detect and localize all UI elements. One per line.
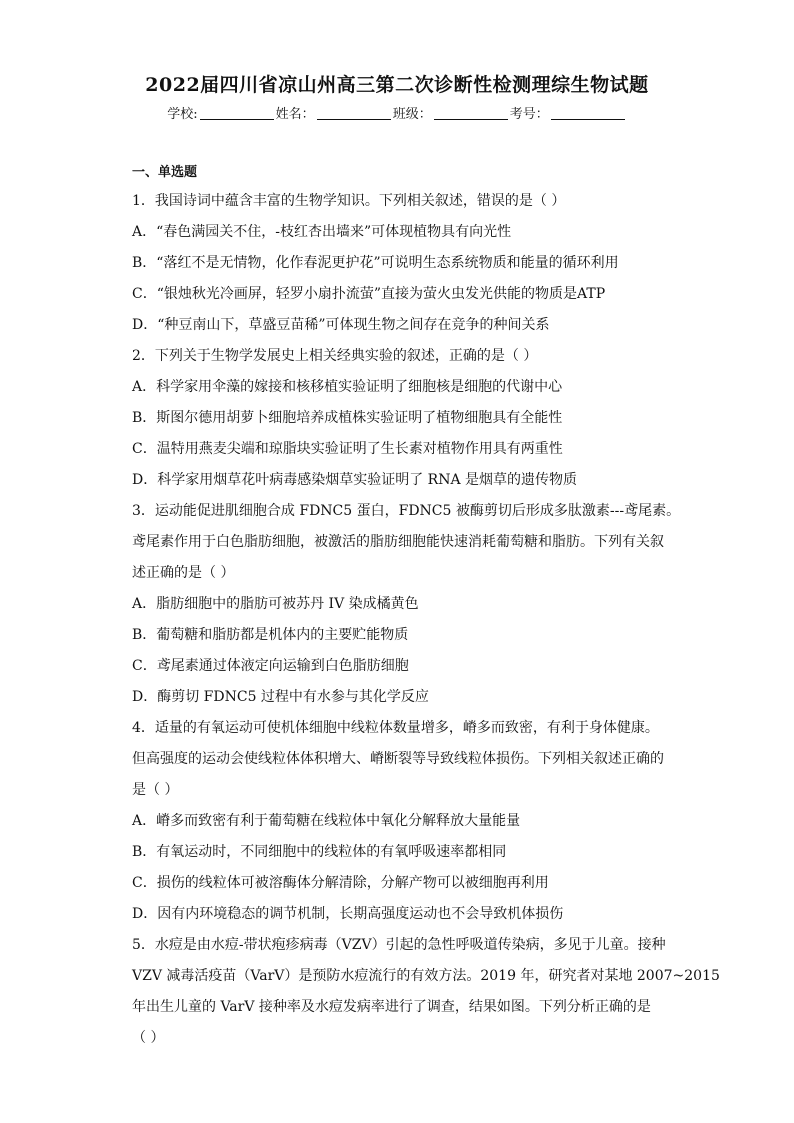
exam-number-blank[interactable] — [551, 107, 625, 120]
question-2-option-c: C．温特用燕麦尖端和琼脂块实验证明了生长素对植物作用具有两重性 — [132, 441, 563, 457]
question-content — [132, 162, 720, 1054]
question-3-option-c: C．鸢尾素通过体液定向运输到白色脂肪细胞 — [132, 658, 409, 674]
question-4-stem-line: 但高强度的运动会使线粒体体积增大、嵴断裂等导致线粒体损伤。下列相关叙述正确的 — [132, 751, 664, 767]
question-5-stem-line: 年出生儿童的 VarV 接种率及水痘发病率进行了调查，结果如图。下列分析正确的是 — [132, 999, 651, 1015]
question-4-option-a: A．嵴多而致密有利于葡萄糖在线粒体中氧化分解释放大量能量 — [132, 813, 521, 829]
question-1-option-a: A．“春色满园关不住，-枝红杏出墙来”可体现植物具有向光性 — [132, 224, 512, 240]
question-3-option-d: D．酶剪切 FDNC5 过程中有水参与其化学反应 — [132, 689, 429, 705]
school-label: 学校: — [167, 107, 198, 122]
school-blank[interactable] — [200, 107, 274, 120]
exam-number-label: 考号： — [509, 107, 549, 122]
exam-title: 2022届四川省凉山州高三第二次诊断性检测理综生物试题 — [145, 74, 649, 96]
question-3-option-a: A．脂肪细胞中的脂肪可被苏丹 IV 染成橘黄色 — [132, 596, 419, 612]
class-blank[interactable] — [434, 107, 508, 120]
question-2-option-d: D．科学家用烟草花叶病毒感染烟草实验证明了 RNA 是烟草的遗传物质 — [132, 472, 578, 488]
question-4-option-c: C．损伤的线粒体可被溶酶体分解清除，分解产物可以被细胞再利用 — [132, 875, 549, 891]
question-3-stem-line: 3．运动能促进肌细胞合成 FDNC5 蛋白，FDNC5 被酶剪切后形成多肽激素---鸢尾素。 — [132, 503, 681, 519]
question-1-stem: 1．我国诗词中蕴含丰富的生物学知识。下列相关叙述，错误的是（ ） — [132, 193, 566, 209]
question-4-stem-line: 4．适量的有氧运动可使机体细胞中线粒体数量增多，嵴多而致密，有利于身体健康。 — [132, 720, 659, 736]
question-3-option-b: B．葡萄糖和脂肪都是机体内的主要贮能物质 — [132, 627, 409, 643]
question-4-option-b: B．有氧运动时，不同细胞中的线粒体的有氧呼吸速率都相同 — [132, 844, 507, 860]
question-5-stem-line: VZV 减毒活疫苗（VarV）是预防水痘流行的有效方法。2019 年，研究者对某地 2007~2015 — [132, 968, 720, 984]
question-2-option-b: B．斯图尔德用胡萝卜细胞培养成植株实验证明了植物细胞具有全能性 — [132, 410, 563, 426]
student-info-row — [0, 103, 794, 122]
question-2-stem: 2．下列关于生物学发展史上相关经典实验的叙述，正确的是（ ） — [132, 348, 538, 364]
name-label: 姓名： — [275, 107, 315, 122]
question-1-option-c: C．“银烛秋光冷画屏，轻罗小扇扑流萤”直接为萤火虫发光供能的物质是ATP — [132, 286, 606, 302]
question-2-option-a: A．科学家用伞藻的嫁接和核移植实验证明了细胞核是细胞的代谢中心 — [132, 379, 563, 395]
class-label: 班级： — [392, 107, 432, 122]
question-4-option-d: D．因有内环境稳态的调节机制，长期高强度运动也不会导致机体损伤 — [132, 906, 564, 922]
question-1-option-b: B．“落红不是无情物，化作春泥更护花”可说明生态系统物质和能量的循环利用 — [132, 255, 619, 271]
question-5-stem-line: 5．水痘是由水痘-带状疱疹病毒（VZV）引起的急性呼吸道传染病，多见于儿童。接种 — [132, 937, 666, 953]
question-1-option-d: D．“种豆南山下，草盛豆苗稀”可体现生物之间存在竞争的种间关系 — [132, 317, 550, 333]
question-3-stem-line: 述正确的是（ ） — [132, 565, 235, 581]
name-blank[interactable] — [317, 107, 391, 120]
question-4-stem-line: 是（ ） — [132, 782, 179, 798]
question-5-stem-line: （ ） — [132, 1030, 165, 1046]
section-heading: 一、单选题 — [132, 165, 198, 180]
question-3-stem-line: 鸢尾素作用于白色脂肪细胞，被激活的脂肪细胞能快速消耗葡萄糖和脂肪。下列有关叙 — [132, 534, 664, 550]
